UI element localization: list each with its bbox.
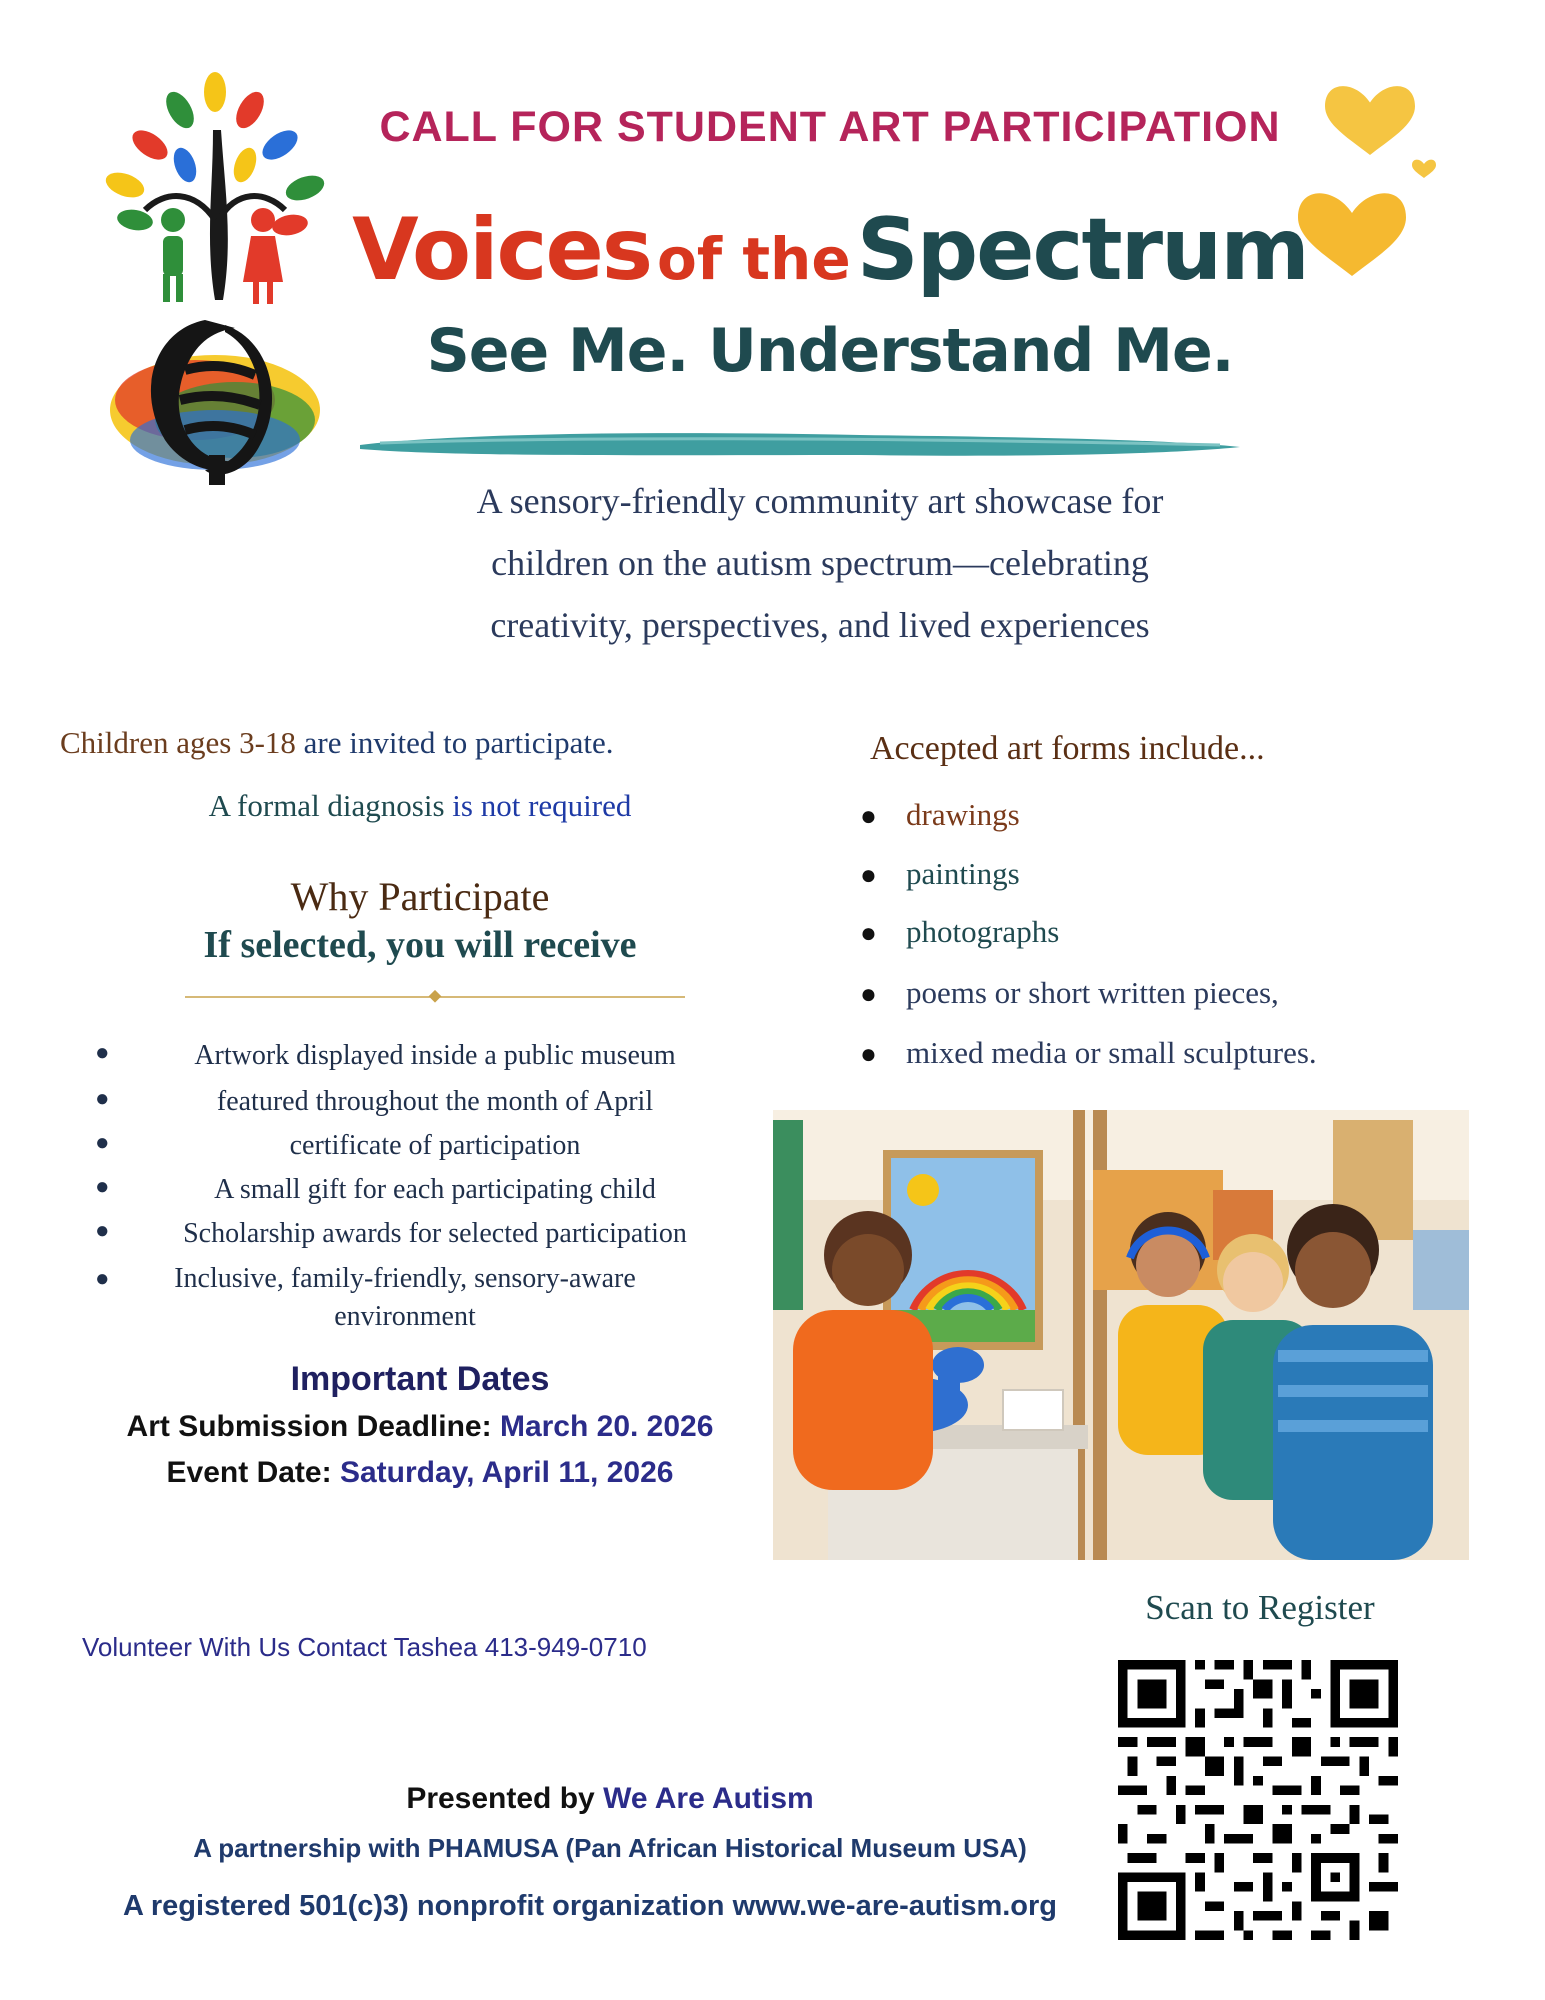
deadline-value: March 20. 2026 [499,1410,714,1443]
brush-stroke-divider [360,425,1240,463]
bullet-icon: ● [95,1266,110,1292]
event-title [340,200,1320,300]
submission-deadline [60,1410,780,1444]
art-form-item: ● drawings [860,797,1020,832]
tagline: See Me. Understand Me. [426,316,1234,386]
tree-logo-icon [95,70,335,490]
important-dates-heading: Important Dates [290,1360,550,1398]
scan-to-register-label: Scan to Register [1145,1588,1375,1627]
organization-name: We Are Autism [603,1782,814,1815]
bullet-icon: ● [95,1040,110,1066]
diagnosis-label: A formal diagnosis [208,788,445,823]
nonprofit-line: A registered 501(c)3) nonprofit organization www.we-are-autism.org [122,1890,1058,1922]
benefit-item: ● Scholarship awards for selected participation [95,1218,687,1249]
art-forms-heading: Accepted art forms include... [870,730,1265,767]
deadline-label: Art Submission Deadline: [126,1410,492,1443]
volunteer-contact: Volunteer With Us Contact Tashea 413-949-0710 [82,1632,647,1662]
art-form-item: ● photographs [860,914,1060,949]
bullet-icon: ● [95,1174,110,1200]
intro-line: children on the autism spectrum—celebrating [491,543,1149,583]
why-participate-subheading: If selected, you will receive [203,924,637,966]
benefit-item: ● Artwork displayed inside a public museum [95,1040,676,1071]
ages-range: Children ages 3-18 [60,725,296,760]
presented-by-label: Presented by [406,1782,595,1815]
intro-line: creativity, perspectives, and lived experiences [490,605,1150,645]
ages-eligibility [60,725,780,761]
event-date-label: Event Date: [166,1456,332,1489]
intro-text [340,470,1300,656]
art-form-item: ● poems or short written pieces, [860,975,1279,1010]
art-form-item: ● mixed media or small sculptures. [860,1035,1317,1070]
bullet-icon: ● [95,1086,110,1112]
benefit-item: ● certificate of participation [95,1130,581,1161]
benefit-item: ● featured throughout the month of April [95,1086,654,1117]
benefit-item: ● Inclusive, family-friendly, sensory-aware environment [95,1260,755,1336]
bullet-icon: ● [860,1039,877,1070]
partnership-line: A partnership with PHAMUSA (Pan African Historical Museum USA) [193,1833,1027,1863]
why-participate-heading: Why Participate [290,874,550,919]
bullet-icon: ● [860,918,877,949]
children-museum-photo [773,1110,1469,1560]
intro-line: A sensory-friendly community art showcase for [476,481,1164,521]
diagnosis-note [60,788,780,824]
benefit-item: ● A small gift for each participating child [95,1174,656,1205]
call-heading: CALL FOR STUDENT ART PARTICIPATION [379,103,1281,151]
title-voices: Voices [352,200,652,300]
event-date [60,1456,780,1490]
event-date-value: Saturday, April 11, 2026 [339,1456,674,1489]
diagnosis-requirement: is not required [452,788,632,823]
ornament-divider [185,990,685,1004]
bullet-icon: ● [95,1130,110,1156]
title-spectrum: Spectrum [856,200,1308,300]
bullet-icon: ● [95,1218,110,1244]
bullet-icon: ● [860,979,877,1010]
registration-qr-code[interactable] [1118,1660,1398,1940]
title-of-the: of the [657,225,851,293]
presented-by [250,1782,970,1816]
art-form-item: ● paintings [860,856,1020,891]
ages-invite: are invited to participate. [303,725,614,760]
bullet-icon: ● [860,801,877,832]
bullet-icon: ● [860,860,877,891]
